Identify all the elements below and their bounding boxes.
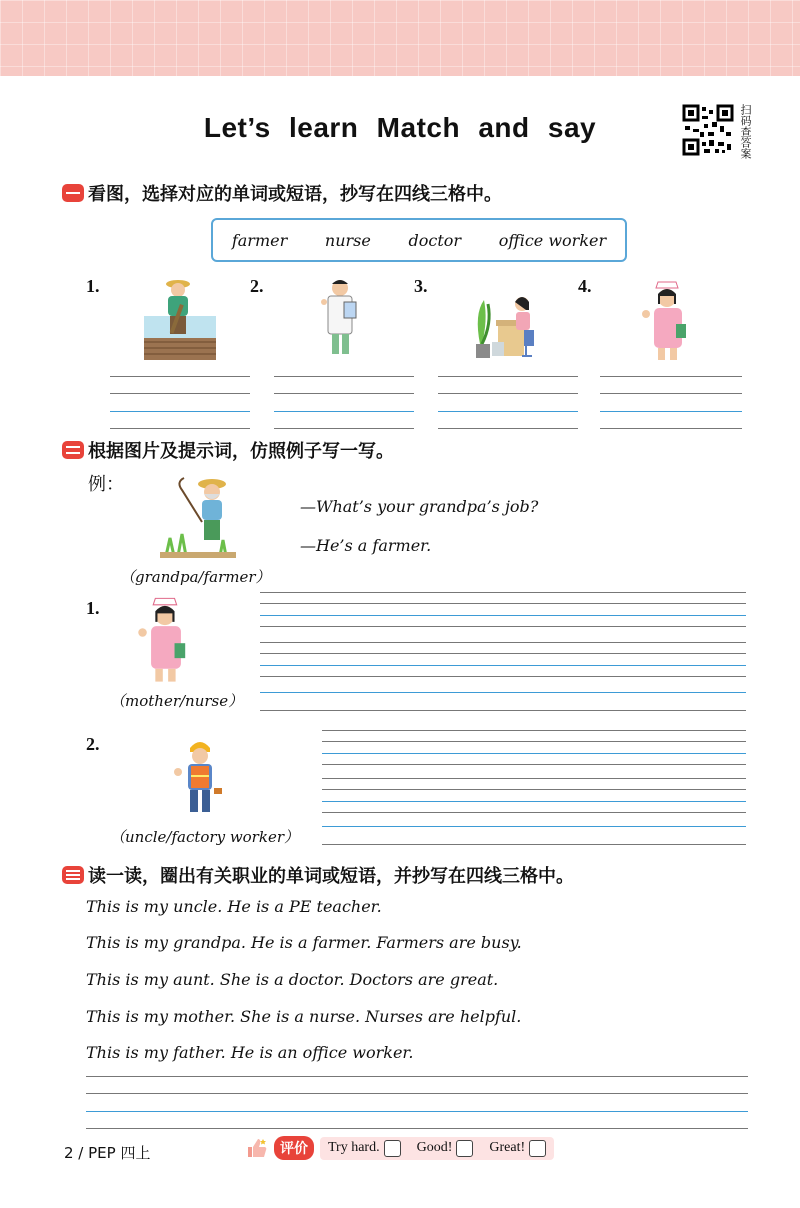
option-label: Good!: [416, 1140, 453, 1155]
word-bank-item: farmer: [231, 230, 288, 250]
writing-grid[interactable]: [274, 376, 414, 428]
example-answer: —He’s a farmer.: [300, 536, 432, 555]
writing-grid[interactable]: [600, 376, 742, 428]
item-caption: （mother/nurse）: [110, 692, 244, 710]
example-question: —What’s your grandpa’s job?: [300, 497, 539, 516]
reading-sentence: This is my uncle. He is a PE teacher.: [86, 897, 382, 916]
doctor-illustration-icon: [314, 276, 364, 362]
writing-grid[interactable]: [260, 592, 746, 626]
nurse-illustration-icon: [638, 280, 698, 362]
reading-sentence: This is my aunt. She is a doctor. Doctors are great.: [86, 970, 499, 989]
item-number: 1.: [86, 276, 100, 296]
qr-label: 扫码查答案: [739, 104, 752, 159]
grid-line: [110, 428, 250, 429]
evaluation-label: 评价: [274, 1136, 314, 1160]
grid-line: [110, 376, 250, 377]
top-decorative-band: [0, 0, 800, 76]
grid-line: [438, 411, 578, 412]
grid-line: [322, 844, 746, 845]
grid-line: [86, 1111, 748, 1112]
thumbs-up-icon: [246, 1138, 268, 1158]
grid-line: [600, 428, 742, 429]
section1-heading: [62, 180, 502, 206]
item-caption: （uncle/factory worker）: [110, 828, 299, 846]
grid-line: [260, 665, 746, 666]
grid-line: [322, 789, 746, 790]
good-checkbox[interactable]: [456, 1140, 473, 1157]
grid-line: [260, 692, 746, 693]
try-hard-checkbox[interactable]: [384, 1140, 401, 1157]
grid-line: [322, 741, 746, 742]
grid-line: [260, 626, 746, 627]
example-caption: （grandpa/farmer）: [120, 568, 271, 586]
grid-line: [600, 393, 742, 394]
grid-line: [322, 812, 746, 813]
section2-heading: [62, 437, 394, 463]
grid-line: [274, 376, 414, 377]
reading-sentence: This is my father. He is an office worker.: [86, 1043, 414, 1062]
qr-code-icon[interactable]: [682, 104, 734, 156]
word-bank-item: office worker: [498, 230, 607, 250]
item-number: 2.: [86, 734, 100, 754]
grid-line: [322, 730, 746, 731]
grid-line: [274, 411, 414, 412]
grid-line: [322, 753, 746, 754]
office-worker-illustration-icon: [470, 294, 546, 362]
word-bank-item: doctor: [408, 230, 462, 250]
reading-sentence: This is my grandpa. He is a farmer. Farmers are busy.: [86, 933, 522, 952]
section3-badge: [62, 866, 84, 884]
grid-line: [438, 428, 578, 429]
grid-line: [86, 1093, 748, 1094]
grid-line: [260, 676, 746, 677]
grid-line: [110, 393, 250, 394]
grid-line: [260, 653, 746, 654]
evaluation-options: [320, 1137, 554, 1160]
writing-grid[interactable]: [322, 778, 746, 812]
word-bank-item: nurse: [324, 230, 371, 250]
grid-line: [600, 411, 742, 412]
mother-nurse-illustration-icon: [134, 596, 198, 684]
item-number: 2.: [250, 276, 264, 296]
grid-line: [438, 393, 578, 394]
grid-line: [274, 428, 414, 429]
grid-line: [322, 826, 746, 827]
word-bank: [211, 218, 627, 262]
item-number: 4.: [578, 276, 592, 296]
page-number: 2 / PEP 四上: [64, 1144, 151, 1162]
grid-line: [260, 592, 746, 593]
writing-grid[interactable]: [322, 826, 746, 844]
farmer-illustration-icon: [140, 276, 220, 362]
grid-line: [260, 642, 746, 643]
grid-line: [322, 801, 746, 802]
grid-line: [86, 1128, 748, 1129]
evaluation-bar: [246, 1136, 554, 1160]
example-label: 例：: [88, 474, 124, 495]
section3-instruction: 读一读，圈出有关职业的单词或短语，并抄写在四线三格中。: [88, 866, 574, 887]
page-title: Let’s learn Match and say: [203, 112, 597, 143]
section2-badge: [62, 441, 84, 459]
writing-grid[interactable]: [438, 376, 578, 428]
item-number: 3.: [414, 276, 428, 296]
item-number: 1.: [86, 598, 100, 618]
writing-grid[interactable]: [260, 642, 746, 676]
option-label: Try hard.: [328, 1140, 380, 1155]
writing-grid[interactable]: [110, 376, 250, 428]
section1-instruction: 看图，选择对应的单词或短语，抄写在四线三格中。: [88, 184, 502, 205]
grid-line: [438, 376, 578, 377]
section2-instruction: 根据图片及提示词，仿照例子写一写。: [88, 441, 394, 462]
grid-line: [260, 603, 746, 604]
grandpa-farmer-illustration-icon: [160, 474, 236, 558]
factory-worker-illustration-icon: [172, 738, 228, 814]
grid-line: [260, 615, 746, 616]
writing-grid[interactable]: [322, 730, 746, 764]
section3-heading: [62, 862, 574, 888]
grid-line: [322, 778, 746, 779]
great-checkbox[interactable]: [529, 1140, 546, 1157]
grid-line: [86, 1076, 748, 1077]
reading-sentence: This is my mother. She is a nurse. Nurses are helpful.: [86, 1007, 522, 1026]
writing-grid[interactable]: [86, 1076, 748, 1128]
section1-badge: [62, 184, 84, 202]
grid-line: [110, 411, 250, 412]
writing-grid[interactable]: [260, 692, 746, 710]
grid-line: [274, 393, 414, 394]
grid-line: [260, 710, 746, 711]
grid-line: [322, 764, 746, 765]
grid-line: [600, 376, 742, 377]
option-label: Great!: [489, 1140, 526, 1155]
